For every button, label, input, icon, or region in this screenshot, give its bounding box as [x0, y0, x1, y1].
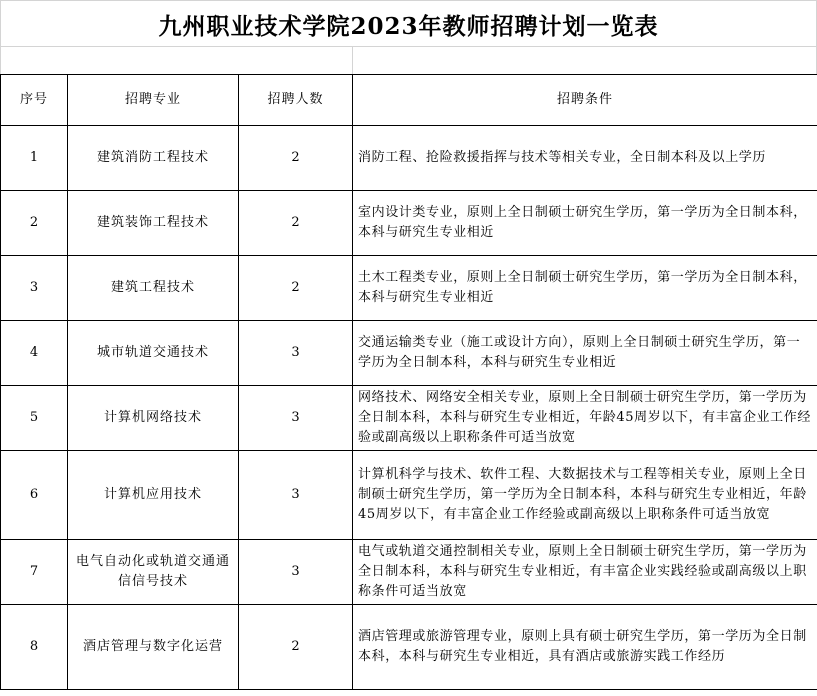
- row-major: 城市轨道交通技术: [68, 321, 239, 386]
- row-count: 2: [239, 256, 353, 321]
- row-count: 3: [239, 451, 353, 540]
- row-major: 建筑消防工程技术: [68, 126, 239, 191]
- header-requirements: 招聘条件: [353, 75, 817, 126]
- blank-spacer-row: [0, 46, 817, 74]
- table-row: [1, 386, 817, 451]
- row-requirements: 消防工程、抢险救援指挥与技术等相关专业，全日制本科及以上学历: [353, 126, 817, 191]
- row-requirements: 计算机科学与技术、软件工程、大数据技术与工程等相关专业，原则上全日制硕士研究生学历，第一学历为全日制本科，本科与研究生专业相近，年龄45周岁以下，有丰富企业工作经验或副高级以上职称条件可适当放宽: [353, 451, 817, 540]
- row-major: 建筑装饰工程技术: [68, 191, 239, 256]
- header-major: 招聘专业: [68, 75, 239, 126]
- row-requirements: 酒店管理或旅游管理专业，原则上具有硕士研究生学历，第一学历为全日制本科，本科与研究生专业相近，具有酒店或旅游实践工作经历: [353, 605, 817, 690]
- row-major: 建筑工程技术: [68, 256, 239, 321]
- row-major: 计算机网络技术: [68, 386, 239, 451]
- row-count: 2: [239, 126, 353, 191]
- table-row: [1, 540, 817, 605]
- table-row: [1, 605, 817, 690]
- row-requirements: 交通运输类专业（施工或设计方向），原则上全日制硕士研究生学历，第一学历为全日制本科，本科与研究生专业相近: [353, 321, 817, 386]
- row-major: 酒店管理与数字化运营: [68, 605, 239, 690]
- table-row: [1, 256, 817, 321]
- table-row: [1, 451, 817, 540]
- row-index: 5: [1, 386, 68, 451]
- page-title: 九州职业技术学院2023年教师招聘计划一览表: [0, 0, 817, 47]
- row-major: 计算机应用技术: [68, 451, 239, 540]
- row-index: 8: [1, 605, 68, 690]
- table-row: [1, 321, 817, 386]
- row-major: 电气自动化或轨道交通通信信号技术: [68, 540, 239, 605]
- row-index: 4: [1, 321, 68, 386]
- row-requirements: 电气或轨道交通控制相关专业，原则上全日制硕士研究生学历，第一学历为全日制本科，本科与研究生专业相近，有丰富企业实践经验或副高级以上职称条件可适当放宽: [353, 540, 817, 605]
- row-count: 3: [239, 321, 353, 386]
- row-index: 7: [1, 540, 68, 605]
- row-requirements: 室内设计类专业，原则上全日制硕士研究生学历，第一学历为全日制本科，本科与研究生专业相近: [353, 191, 817, 256]
- row-count: 3: [239, 386, 353, 451]
- blank-cell-right: [352, 46, 817, 74]
- table-row: [1, 191, 817, 256]
- table-row: [1, 126, 817, 191]
- row-index: 1: [1, 126, 68, 191]
- row-index: 2: [1, 191, 68, 256]
- row-count: 2: [239, 605, 353, 690]
- header-count: 招聘人数: [239, 75, 353, 126]
- row-requirements: 网络技术、网络安全相关专业，原则上全日制硕士研究生学历，第一学历为全日制本科，本科与研究生专业相近，年龄45周岁以下，有丰富企业工作经验或副高级以上职称条件可适当放宽: [353, 386, 817, 451]
- header-row: [1, 75, 817, 126]
- row-index: 6: [1, 451, 68, 540]
- row-requirements: 土木工程类专业，原则上全日制硕士研究生学历，第一学历为全日制本科，本科与研究生专业相近: [353, 256, 817, 321]
- header-index: 序号: [1, 75, 68, 126]
- blank-cell-left: [0, 46, 352, 74]
- row-count: 3: [239, 540, 353, 605]
- row-index: 3: [1, 256, 68, 321]
- row-count: 2: [239, 191, 353, 256]
- recruitment-plan-table: [0, 74, 817, 690]
